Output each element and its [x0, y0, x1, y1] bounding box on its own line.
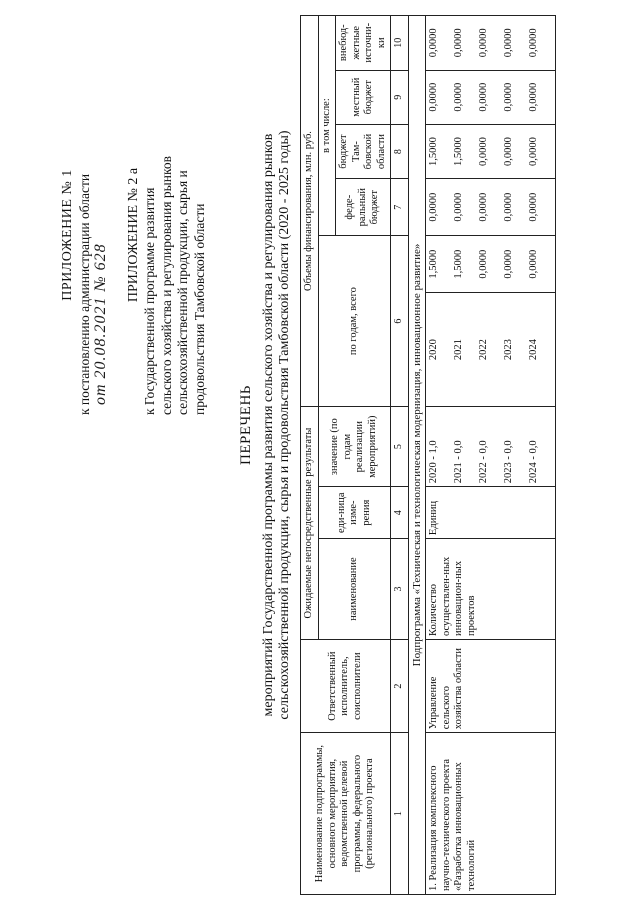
total-item: 0,0000 [503, 249, 514, 279]
total-item: 0,0000 [478, 249, 489, 279]
title-heading: ПЕРЕЧЕНЬ [238, 385, 254, 465]
indicator-cell: Количество осуществлен-ных инновацион-ных проектов [426, 539, 556, 640]
col-number: 6 [391, 236, 409, 407]
year-item: 2023 [503, 339, 514, 361]
gp-line: к Государственной программе развития [142, 187, 157, 415]
value-item: 2024 - 0,0 [528, 440, 539, 484]
gp-line: продовольствия Тамбовской области [191, 203, 207, 415]
col-number: 5 [391, 407, 409, 487]
value-item: 2021 - 0,0 [453, 440, 464, 484]
local-item: 0,0000 [428, 82, 439, 112]
extra-item: 0,0000 [428, 28, 439, 58]
extra-item: 0,0000 [478, 28, 489, 58]
regional-item: 1,5000 [428, 137, 439, 166]
col-federal: феде-ральный бюджет [336, 179, 391, 236]
col-number: 7 [391, 179, 409, 236]
col-expected-header: Ожидаемые непосредственные результаты [301, 407, 319, 640]
column-number-row [391, 16, 409, 895]
col-including: в том числе: [318, 16, 336, 236]
col-local: местный бюджет [336, 70, 391, 124]
measure-name: Реализация комплексного научно-технического проекта «Разработка инновационных технологий [428, 758, 477, 891]
measure-name-cell [426, 733, 556, 895]
resolution-label: к постановлению администрации области [76, 173, 92, 415]
gp-line: сельскохозяйственной продукции, сырья и [175, 170, 190, 415]
local-item: 0,0000 [478, 82, 489, 112]
local-item: 0,0000 [528, 82, 539, 112]
appendix-2a-label: ПРИЛОЖЕНИЕ № 2 а [125, 167, 141, 303]
year-item: 2021 [453, 339, 464, 361]
total-item: 1,5000 [453, 249, 464, 279]
year-item: 2020 [428, 339, 439, 361]
local-item: 0,0000 [503, 82, 514, 112]
local-cell [426, 70, 556, 124]
subprogram-row [408, 16, 426, 895]
col-number: 4 [391, 487, 409, 539]
col-number: 1 [391, 733, 409, 895]
document-title [238, 15, 294, 835]
col-indicator-name: наименование [318, 539, 391, 640]
col-responsible-header: Ответственный исполнитель, соисполнители [301, 640, 391, 733]
regional-item: 0,0000 [478, 137, 489, 166]
regional-item: 1,5000 [453, 137, 464, 166]
total-cell [426, 236, 556, 293]
regional-cell [426, 124, 556, 178]
col-funding-header: Объемы финансирования, млн. руб. [301, 16, 319, 407]
title-line: сельскохозяйственной продукции, сырья и продовольствия Тамбовской области (2020 - 2025 годы) [277, 130, 292, 720]
total-item: 0,0000 [528, 249, 539, 279]
appendix-1-label: ПРИЛОЖЕНИЕ № 1 [60, 169, 75, 301]
col-regional: бюджет Там-бовской области [336, 124, 391, 178]
gp-line: сельского хозяйства и регулирования рынков [158, 156, 174, 415]
col-number: 10 [391, 16, 409, 71]
value-item: 2023 - 0,0 [503, 440, 514, 484]
value-item: 2022 - 0,0 [478, 440, 489, 484]
extra-item: 0,0000 [528, 28, 539, 58]
col-number: 3 [391, 539, 409, 640]
federal-item: 0,0000 [453, 192, 464, 222]
year-item: 2022 [478, 339, 489, 361]
table-row [426, 16, 556, 895]
years-cell [426, 293, 556, 407]
regional-item: 0,0000 [503, 137, 514, 166]
col-name-header: Наименование подпрограммы, основного мероприятия, ведомственной целевой программы, федерального (регионального) проекта [301, 733, 391, 895]
year-item: 2024 [528, 339, 539, 361]
local-item: 0,0000 [453, 82, 464, 112]
col-unit: еди-ница изме-рения [318, 487, 391, 539]
value-item: 2020 - 1,0 [428, 440, 439, 484]
col-number: 8 [391, 124, 409, 178]
responsible-cell: Управление сельского хозяйства области [426, 640, 556, 733]
extra-item: 0,0000 [453, 28, 464, 58]
subprogram-title: Подпрограмма «Техническая и технологическая модернизация, инновационное развитие» [408, 16, 426, 895]
federal-cell [426, 179, 556, 236]
title-line: мероприятий Государственной программы развития сельского хозяйства и регулирования рынков [260, 133, 276, 717]
values-cell [426, 407, 556, 487]
col-extra: внебюд-жетные источни-ки [336, 16, 391, 71]
federal-item: 0,0000 [478, 192, 489, 222]
unit-cell: Единиц [426, 487, 556, 539]
measures-table [300, 15, 556, 895]
handwritten-date-number: от 20.08.2021 № 628 [92, 243, 109, 405]
col-value: значение (по годам реализации мероприятий) [318, 407, 391, 487]
federal-item: 0,0000 [428, 192, 439, 222]
col-number: 2 [391, 640, 409, 733]
col-number: 9 [391, 70, 409, 124]
extra-cell [426, 16, 556, 71]
appendix-header [60, 75, 208, 435]
col-by-years: по годам, всего [318, 236, 391, 407]
measure-number: 1. [428, 883, 439, 891]
total-item: 1,5000 [428, 249, 439, 279]
federal-item: 0,0000 [528, 192, 539, 222]
regional-item: 0,0000 [528, 137, 539, 166]
federal-item: 0,0000 [503, 192, 514, 222]
extra-item: 0,0000 [503, 28, 514, 58]
